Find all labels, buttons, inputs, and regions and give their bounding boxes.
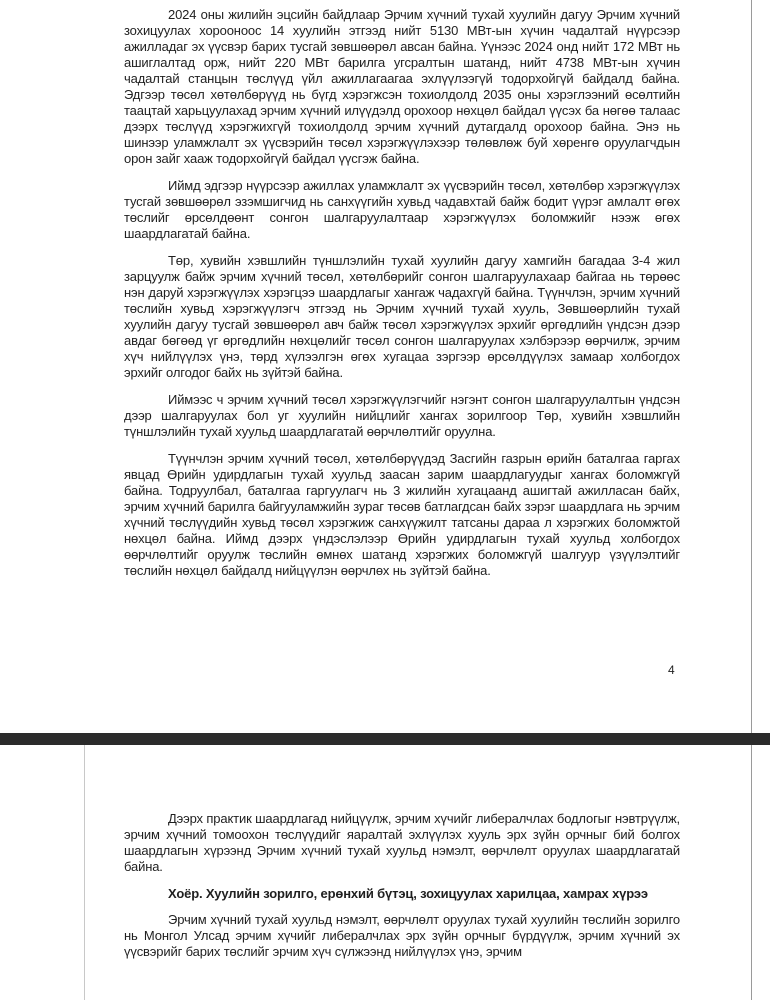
page-edge-line — [751, 745, 752, 1000]
document-page-5 — [0, 745, 770, 1000]
paragraph-coal-licenses: 2024 оны жилийн эцсийн байдлаар Эрчим хүчний тухай хуулийн дагуу Эрчим хүчний зохицуулах хорооноос 14 хуулийн этгээд нийт 5130 МВт-ын хүчин чадалтай нүүрсээр ажилладаг эх үүсвэр барих тусгай зөвшөөрөл авсан байна. Үүнээс 2024 онд нийт 172 МВт нь ашиглалтад орж, нийт 220 МВт барилга угсралтын шатанд, нийт 4738 МВт-ын хүчин чадалтай станцын төслүүд үйл ажиллагаагаа эхлүүлээгүй тодорхойгүй байдалд байна. Эдгээр төсөл хөтөлбөрүүд нь бүгд хэрэгжсэн тохиолдолд 2035 оны хэрэглээний өсөлтийн таацтай харьцуулахад эрчим хүчний илүүдэлд орохоор нөхцөл байдал үүсэх ба нөгөө талаас дээрх төслүүд хэрэгжихгүй тохиолдолд эрчим хүчний дутагдалд орохоор байна. Энэ нь шинээр уламжлалт эх үүсвэрийн төсөл хэрэгжүүлэхээр төлөвлөж буй хөренгө оруулагчдын орон зайг хааж тодорхойгүй байдал үүсгэж байна. — [124, 7, 680, 166]
paragraph-ppp-amendment: Иймээс ч эрчим хүчний төсөл хэрэгжүүлэгчийг нэгэнт сонгон шалгаруулалтын үндсэн дээр шалгаруулах бол уг хуулийн нийцлийг хангах зорилгоор Төр, хувийн хэвшлийн түншлэлийн тухай хуульд шаардлагатай өөрчлөлтийг оруулна. — [124, 392, 680, 439]
section-heading: Хоёр. Хуулийн зорилго, ерөнхий бүтэц, зохицуулах харилцаа, хамрах хүрээ — [168, 886, 648, 901]
page-number: 4 — [668, 663, 675, 677]
paragraph-competitive-selection: Иймд эдгээр нүүрсээр ажиллах уламжлалт эх үүсвэрийн төсөл, хөтөлбөр хэрэгжүүлэх тусгай зөвшөөрөл эзэмшигчид нь санхүүгийн хувьд чадавхтай байж бодит үүрэг амлалт өгөх төслийг өрсөлдөөнт сонгон шалгаруулалтаар хэрэгжүүлэх боломжийг нээж өгөх шаардлагатай байна. — [124, 178, 680, 241]
page-body-text — [124, 811, 680, 971]
page-edge-line — [751, 0, 752, 733]
paragraph-law-purpose: Эрчим хүчний тухай хуульд нэмэлт, өөрчлөлт оруулах тухай хуулийн төслийн зорилго нь Монгол Улсад эрчим хүчийг либералчлах эрх зүйн орчныг бүрдүүлж, эрчим хүчний эх үүсвэрийг барих төслийг эрчим хүч сүлжээнд нийлүүлэх үнэ, эрчим — [124, 912, 680, 959]
page-edge-line — [84, 745, 85, 1000]
page-body-text — [124, 7, 680, 590]
paragraph-debt-guarantee: Түүнчлэн эрчим хүчний төсөл, хөтөлбөрүүдэд Засгийн газрын өрийн баталгаа гаргах явцад Өрийн удирдлагын тухай хуульд заасан зарим шаардлагуудыг хангах боломжгүй байна. Тодруулбал, баталгаа гаргуулагч нь 3 жилийн хугацаанд ашигтай ажилласан байх, эрчим хүчний барилга байгууламжийн зураг төсөв батлагдсан байх зэрэг шаардлага нь эрчим хүчний төслүүдийн хувьд төсөл хэрэгжиж санхүүжилт татсаны дараа л хэрэгжих боломжтой нөхцөл байна. Иймд дээрх үндэслэлээр Өрийн удирдлагын тухай хуульд холбогдох өөрчлөлтийг оруулж төслийн өмнөх шатанд хэрэгжих боломжгүй шалгуур үзүүлэлтийг төслийн нөхцөл байдалд нийцүүлэн өөрчлөх нь зүйтэй байна. — [124, 451, 680, 578]
paragraph-ppp-law: Төр, хувийн хэвшлийн түншлэлийн тухай хуулийн дагуу хамгийн багадаа 3-4 жил зарцуулж байж эрчим хүчний төсөл, хөтөлбөрийг сонгон шалгаруулахаар байгаа нь төрөөс нэн даруй хэрэгжүүлэх хэрэгцээ шаардлагыг хангаж чадахгүй байна. Түүнчлэн, эрчим хүчний төслийн хувьд хэрэгжүүлэгч этгээд нь Эрчим хүчний тухай хууль, Зөвшөөрлийн тухай хуулийн дагуу тусгай зөвшөөрөл авч байж төсөл хэрэгжүүлэх эрхийг өргөдлийн үндсэн дээр авдаг бөгөөд үг өргөдлийн нөхцөлийг төсөл сонгон шалгаруулах хэлбэрээр өөрчилж, эрчим хүч нийлүүлэх үнэ, төрд хүлээлгэн өгөх хугацаа зэргээр өрсөлдүүлэх замаар холбогдох эрхийг олгодог байх нь зүйтэй байна. — [124, 253, 680, 380]
page-separator — [0, 733, 770, 745]
paragraph-practical-needs: Дээрх практик шаардлагад нийцүүлж, эрчим хүчийг либералчлах бодлогыг нэвтрүүлж, эрчим хүчний томоохон төслүүдийг яаралтай эхлүүлэх хууль эрх зүйн орчныг бий болгох шаардлагын хүрээнд Эрчим хүчний тухай хуульд нэмэлт, өөрчлөлт оруулах шаардлагатай байна. — [124, 811, 680, 874]
